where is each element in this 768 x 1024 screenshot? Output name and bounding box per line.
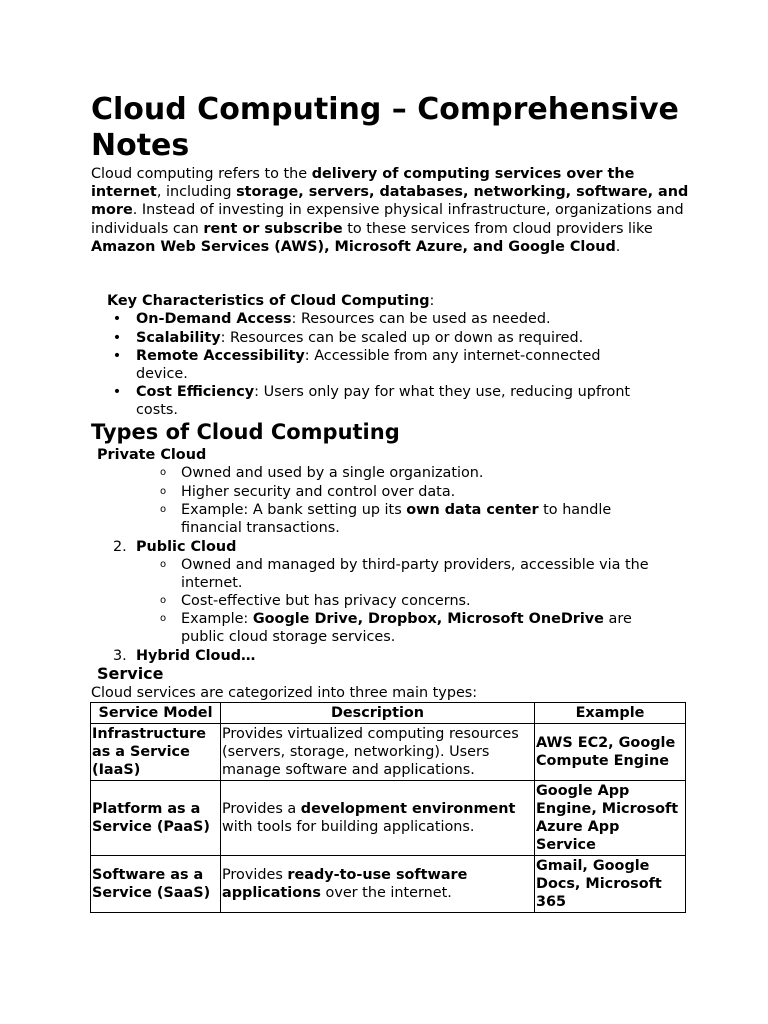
table-cell-example: Gmail, Google Docs, Microsoft 365 xyxy=(535,856,686,913)
sub-list-bold: Google Drive, Dropbox, Microsoft OneDrive xyxy=(252,611,604,627)
description-text: over the internet. xyxy=(320,885,452,901)
list-item xyxy=(136,347,636,383)
service-intro: Cloud services are categorized into three main types: xyxy=(91,685,478,701)
bullet-icon: • xyxy=(112,348,122,364)
table-cell-model: Platform as a Service (PaaS) xyxy=(91,781,221,856)
circle-bullet-icon: o xyxy=(160,467,167,478)
public-cloud-label: Public Cloud xyxy=(136,539,237,555)
private-cloud-label: Private Cloud xyxy=(97,447,207,463)
description-bold: ready-to-use software applications xyxy=(222,866,468,901)
table-cell-description xyxy=(221,781,535,856)
sub-list-bold: own data center xyxy=(406,502,539,518)
description-text: Provides a xyxy=(222,800,301,817)
list-item xyxy=(136,310,681,328)
sub-list-item: Owned and managed by third-party providers, accessible via the internet. xyxy=(181,557,649,592)
sub-list-item xyxy=(181,501,651,537)
table-cell-model: Infrastructure as a Service (IaaS) xyxy=(91,724,221,781)
sub-list-text: to handle financial transactions. xyxy=(181,502,612,537)
list-item xyxy=(136,329,681,347)
table-cell-model: Software as a Service (SaaS) xyxy=(91,856,221,913)
intro-bold: storage, servers, databases, networking, software, and more xyxy=(91,184,689,219)
service-heading: Service xyxy=(97,664,164,683)
circle-bullet-icon: o xyxy=(160,504,167,515)
bullet-icon: • xyxy=(112,311,122,327)
table-cell-description xyxy=(221,724,535,781)
table-header: Description xyxy=(221,703,535,724)
intro-bold: Amazon Web Services (AWS), Microsoft Azure, and Google Cloud xyxy=(91,238,616,255)
description-bold: development environment xyxy=(300,800,516,817)
list-item-term: On-Demand Access xyxy=(136,311,292,327)
bullet-icon: • xyxy=(112,384,122,400)
description-text: Provides xyxy=(222,866,288,883)
list-item-term: Cost Efficiency xyxy=(136,384,255,400)
intro-text: Cloud computing refers to the xyxy=(91,166,312,182)
intro-text: . xyxy=(615,238,621,255)
sub-list-text: Example: xyxy=(181,611,253,627)
types-heading: Types of Cloud Computing xyxy=(91,420,400,444)
characteristics-heading xyxy=(107,292,434,310)
description-text: Provides virtualized computing resources (servers, storage, networking). Users manage software and applications. xyxy=(222,725,519,779)
public-cloud-number: 2. xyxy=(113,539,127,555)
circle-bullet-icon: o xyxy=(160,486,167,497)
service-table xyxy=(90,702,686,913)
table-cell-example: Google App Engine, Microsoft Azure App Service xyxy=(535,781,686,856)
list-item-term: Scalability xyxy=(136,330,221,346)
characteristics-colon: : xyxy=(429,293,435,309)
list-item-text: : Resources can be scaled up or down as required. xyxy=(220,330,584,346)
intro-paragraph xyxy=(91,165,691,256)
description-text: with tools for building applications. xyxy=(222,819,475,835)
sub-list-item: Cost-effective but has privacy concerns. xyxy=(181,593,471,609)
table-cell-description xyxy=(221,856,535,913)
characteristics-heading-text: Key Characteristics of Cloud Computing xyxy=(107,293,430,309)
intro-bold: rent or subscribe xyxy=(203,220,343,237)
circle-bullet-icon: o xyxy=(160,613,167,624)
list-item-text: : Users only pay for what they use, reducing upfront costs. xyxy=(136,384,631,419)
table-row xyxy=(91,781,686,856)
hybrid-cloud-number: 3. xyxy=(113,648,127,664)
intro-bold: delivery of computing services over the internet xyxy=(91,166,635,201)
sub-list-text: are public cloud storage services. xyxy=(181,611,632,646)
table-header: Example xyxy=(535,703,686,724)
circle-bullet-icon: o xyxy=(160,559,167,570)
table-header-row xyxy=(91,703,686,724)
table-cell-example: AWS EC2, Google Compute Engine xyxy=(535,724,686,781)
intro-text: . Instead of investing in expensive physical infrastructure, organizations and individuals can xyxy=(91,202,684,237)
bullet-icon: • xyxy=(112,330,122,346)
page-title: Cloud Computing – Comprehensive Notes xyxy=(91,92,679,163)
intro-text: , including xyxy=(156,184,237,201)
sub-list-item xyxy=(181,610,661,646)
sub-list-text: Example: A bank setting up its xyxy=(181,502,407,518)
table-header: Service Model xyxy=(91,703,221,724)
list-item xyxy=(136,383,666,419)
list-item-text: : Resources can be used as needed. xyxy=(291,311,551,327)
circle-bullet-icon: o xyxy=(160,595,167,606)
sub-list-item: Higher security and control over data. xyxy=(181,484,456,500)
list-item-text: : Accessible from any internet-connected device. xyxy=(136,348,601,383)
hybrid-cloud-label: Hybrid Cloud… xyxy=(136,648,256,664)
table-row xyxy=(91,724,686,781)
list-item-term: Remote Accessibility xyxy=(136,348,305,364)
table-row xyxy=(91,856,686,913)
sub-list-item: Owned and used by a single organization. xyxy=(181,465,484,481)
intro-text: to these services from cloud providers like xyxy=(342,220,653,237)
